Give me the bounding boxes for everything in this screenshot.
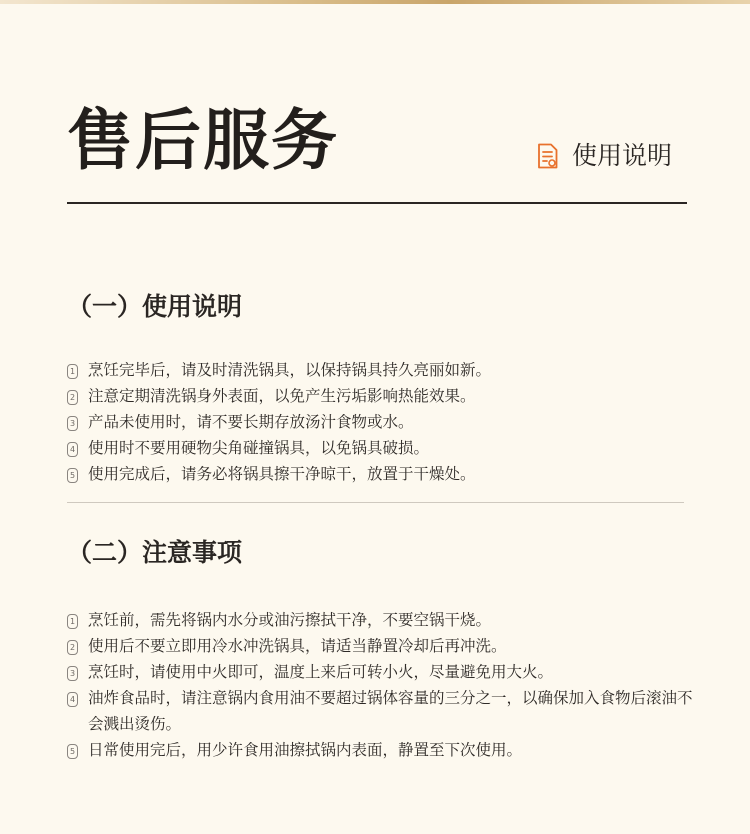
list-item (67, 435, 697, 461)
item-number-badge: 5 (67, 468, 78, 483)
list-item-text: 使用后不要立即用冷水冲洗锅具，请适当静置冷却后再冲洗。 (88, 637, 507, 655)
list-item-text: 使用完成后，请务必将锅具擦干净晾干，放置于干燥处。 (88, 465, 476, 483)
list-item-text: 烹饪时，请使用中火即可，温度上来后可转小火，尽量避免用大火。 (88, 663, 554, 681)
usage-instructions-tag (536, 138, 672, 174)
list-item (67, 461, 697, 487)
list-item (67, 659, 697, 685)
section-divider (67, 502, 684, 503)
list-item (67, 383, 697, 409)
section-heading-usage: （一）使用说明 (67, 292, 243, 321)
list-item (67, 737, 697, 763)
item-number-badge: 5 (67, 744, 78, 759)
top-gold-band (0, 0, 750, 4)
list-item-text: 烹饪前，需先将锅内水分或油污擦拭干净，不要空锅干烧。 (88, 611, 492, 629)
list-item-text: 使用时不要用硬物尖角碰撞锅具，以免锅具破损。 (88, 439, 430, 457)
list-item-text: 烹饪完毕后，请及时清洗锅具，以保持锅具持久亮丽如新。 (88, 361, 492, 379)
item-number-badge: 2 (67, 390, 78, 405)
list-item (67, 607, 697, 633)
document-list-icon (536, 143, 558, 169)
list-item (67, 409, 697, 435)
item-number-badge: 1 (67, 364, 78, 379)
list-item (67, 633, 697, 659)
section-heading-precautions: （二）注意事项 (67, 538, 243, 567)
item-number-badge: 2 (67, 640, 78, 655)
list-item-text: 产品未使用时，请不要长期存放汤汁食物或水。 (88, 413, 414, 431)
title-divider (67, 202, 687, 204)
precautions-list (67, 607, 697, 763)
list-item-text: 油炸食品时，请注意锅内食用油不要超过锅体容量的三分之一，以确保加入食物后滚油不会溅出烫伤。 (88, 689, 693, 733)
usage-list (67, 357, 697, 487)
list-item (67, 357, 697, 383)
item-number-badge: 3 (67, 666, 78, 681)
list-item (67, 685, 697, 737)
usage-tag-label: 使用说明 (572, 141, 673, 170)
item-number-badge: 1 (67, 614, 78, 629)
item-number-badge: 4 (67, 692, 78, 707)
item-number-badge: 4 (67, 442, 78, 457)
list-item-text: 日常使用完后，用少许食用油擦拭锅内表面，静置至下次使用。 (88, 741, 523, 759)
list-item-text: 注意定期清洗锅身外表面，以免产生污垢影响热能效果。 (88, 387, 476, 405)
page-title: 售后服务 (67, 102, 339, 179)
item-number-badge: 3 (67, 416, 78, 431)
